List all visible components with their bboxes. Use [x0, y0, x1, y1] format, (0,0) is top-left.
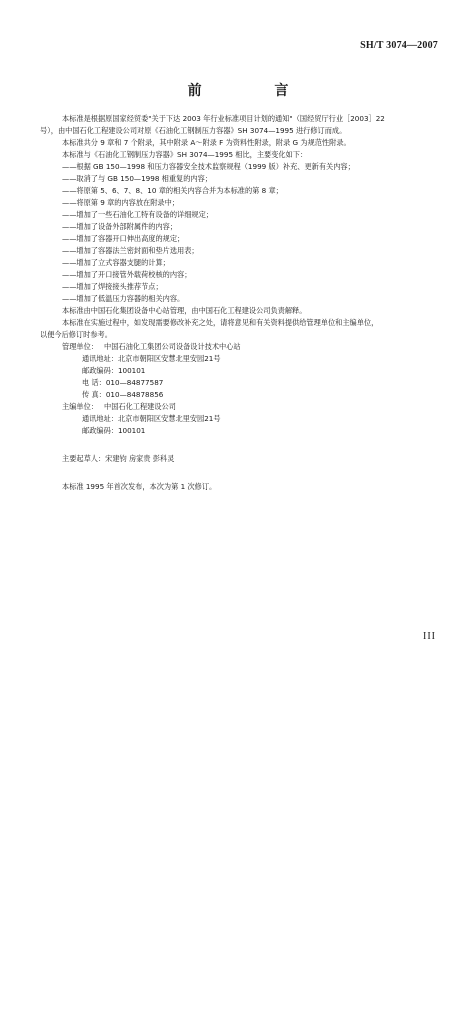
standard-code: SH/T 3074—2007	[360, 40, 438, 51]
management-unit-name: 中国石油化工集团公司设备设计技术中心站	[104, 342, 241, 351]
change-item: ——增加了容器开口伸出高度的规定；	[62, 234, 185, 243]
change-item: ——增加了焊接接头推荐节点；	[62, 282, 163, 291]
main-drafters: 主要起草人：宋建钧 房家贵 彭科灵	[62, 454, 175, 463]
management-unit-postcode: 邮政编码：100101	[82, 366, 146, 375]
management-unit-fax: 传 真：010—84878856	[82, 390, 164, 399]
management-unit-address: 通讯地址：北京市朝阳区安慧北里安园21号	[82, 354, 221, 363]
change-item: ——增加了开口接管外载荷校核的内容；	[62, 270, 192, 279]
chief-unit-name: 中国石化工程建设公司	[104, 402, 176, 411]
change-item: ——根据 GB 150—1998 和压力容器安全技术监察规程（1999 版）补充、更新有关内容；	[62, 162, 355, 171]
paragraph-line: 以便今后修订时参考。	[40, 330, 112, 339]
chief-unit-label: 主编单位：	[62, 402, 98, 411]
paragraph-line: 本标准与《石油化工钢制压力容器》SH 3074—1995 相比，主要变化如下：	[62, 150, 308, 159]
change-item: ——取消了与 GB 150—1998 相重复的内容；	[62, 174, 212, 183]
change-item: ——增加了立式容器支腿的计算；	[62, 258, 170, 267]
change-item: ——增加了容器法兰密封面和垫片选用表；	[62, 246, 199, 255]
paragraph-line: 号），由中国石化工程建设公司对原《石油化工钢制压力容器》SH 3074—1995 进行修订而成。	[40, 126, 347, 135]
paragraph-line: 本标准由中国石化集团设备中心站管理，由中国石化工程建设公司负责解释。	[62, 306, 307, 315]
paragraph-line: 本标准共分 9 章和 7 个附录，其中附录 A～附录 F 为资料性附录，附录 G 为规范性附录。	[62, 138, 351, 147]
page-title: 前 言	[187, 83, 323, 99]
release-history: 本标准 1995 年首次发布，本次为第 1 次修订。	[62, 482, 217, 491]
chief-unit-address: 通讯地址：北京市朝阳区安慧北里安园21号	[82, 414, 221, 423]
chief-unit-postcode: 邮政编码：100101	[82, 426, 146, 435]
paragraph-line: 本标准是根据原国家经贸委"关于下达 2003 年行业标准项目计划的通知"（国经贸厅行业［2003］22	[62, 114, 385, 123]
change-item: ——增加了设备外部附属件的内容；	[62, 222, 178, 231]
management-unit-tel: 电 话：010—84877587	[82, 378, 164, 387]
paragraph-line: 本标准在实施过程中，如发现需要修改补充之处，请将意见和有关资料提供给管理单位和主编单位，	[62, 318, 379, 327]
change-item: ——增加了一些石油化工特有设备的详细规定；	[62, 210, 213, 219]
change-item: ——将原第 5、6、7、8、10 章的相关内容合并为本标准的第 8 章；	[62, 186, 283, 195]
change-item: ——增加了低温压力容器的相关内容。	[62, 294, 185, 303]
change-item: ——将原第 9 章的内容放在附录中；	[62, 198, 179, 207]
page-number: III	[423, 631, 436, 642]
management-unit-label: 管理单位：	[62, 342, 98, 351]
